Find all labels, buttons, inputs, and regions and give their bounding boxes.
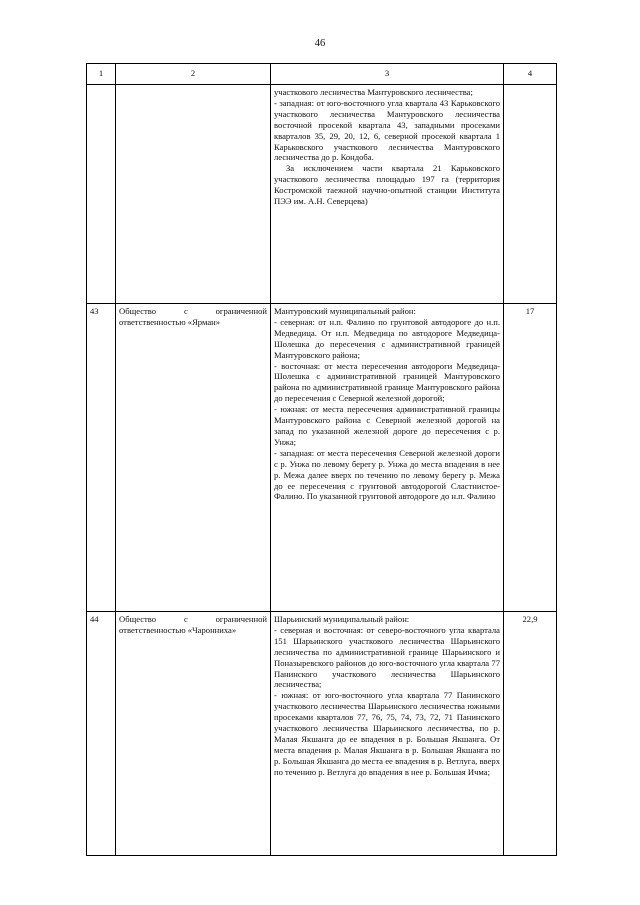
- header-col-4: 4: [504, 64, 557, 85]
- header-col-2: 2: [116, 64, 271, 85]
- boundary-line: - южная: от юго-восточного угла квартала 77 Панинского участкового лесничества Шарьинского лесничества южными просеками кварталов 77, 76, 75, 74, 73, 72, 71 Панинского участкового лесничества Шарьинского лесничества, по р. Малая Якшанга до ее впадения в р. Большая Якшанга. От места впадения р. Малая Якшанга в р. Большая Якшанга по р. Большая Якшанга до места ее впадения в р. Ветлуга, вверх по течению р. Ветлуга до впадения в нее р. Большая Ичма;: [274, 690, 500, 777]
- boundary-description: [271, 304, 504, 612]
- boundary-line: - западная: от места пересечения Северной железной дороги с р. Унжа по левому берегу р. Унжа до места впадения в нее р. Межа далее вверх по течению по левому берегу р. Межа до ее пересечения с грунтовой автодорогой Сластнистое-Фалино. По указанной грунтовой автодороге до н.п. Фалино: [274, 447, 500, 502]
- organization-name: Общество с ограниченной ответственностью «Чаронниха»: [116, 612, 271, 856]
- area-value: 22,9: [504, 612, 557, 856]
- boundary-description: [271, 85, 504, 304]
- table-row: [87, 304, 557, 612]
- header-col-1: 1: [87, 64, 116, 85]
- boundary-line: Шарьинский муниципальный район:: [274, 614, 410, 624]
- boundary-line: - южная: от места пересечения административной границы Мантуровского района с Северной железной дорогой на запад по указанной железной дороге до пересечения с р. Унжа;: [274, 404, 500, 447]
- boundary-line: - северная и восточная: от северо-восточного угла квартала 151 Шарьинского участкового лесничества Шарьинского лесничества по административной границе Шарьинского и Поназыревского районов до юго-восточного угла квартала 77 Панинского участкового лесничества Шарьинского лесничества;: [274, 624, 500, 690]
- row-number: [87, 85, 116, 304]
- territory-table: [86, 63, 557, 856]
- table-row: [87, 612, 557, 856]
- row-number: 44: [87, 612, 116, 856]
- table-row: [87, 85, 557, 304]
- boundary-line: - западная: от юго-восточного угла квартала 43 Карьковского участкового лесничества Мантуровского лесничества восточной просекой квартала 43, западными просеками кварталов 35, 29, 20, 12, 6, северной просекой квартала 1 Карьковского участкового лесничества Мантуровского лесничества до р. Кондоба.: [274, 97, 500, 163]
- boundary-line: - восточная: от места пересечения автодороги Медведица-Шолешка с административной границей Мантуровского района по административной границе Мантуровского района до пересечения с Северной железной дорогой;: [274, 360, 500, 404]
- organization-name: Общество с ограниченной ответственностью «Ярман»: [116, 304, 271, 612]
- row-number: 43: [87, 304, 116, 612]
- boundary-line: - северная: от н.п. Фалино по грунтовой автодороге до н.п. Медведица. От н.п. Медведица по автодороге Медведица-Шолешка до пересечения с административной границей Мантуровского района;: [274, 316, 500, 360]
- organization-name: [116, 85, 271, 304]
- area-value: [504, 85, 557, 304]
- table-header-row: [87, 64, 557, 85]
- boundary-line: За исключением части квартала 21 Карьковского участкового лесничества площадью 197 га (территория Костромской таежной научно-опытной станции Института ПЭЭ им. А.Н. Северцева): [274, 163, 500, 207]
- boundary-line: Мантуровский муниципальный район:: [274, 306, 416, 316]
- header-col-3: 3: [271, 64, 504, 85]
- page-number: 46: [314, 38, 326, 49]
- boundary-description: [271, 612, 504, 856]
- area-value: 17: [504, 304, 557, 612]
- boundary-line: участкового лесничества Мантуровского лесничества;: [274, 87, 473, 97]
